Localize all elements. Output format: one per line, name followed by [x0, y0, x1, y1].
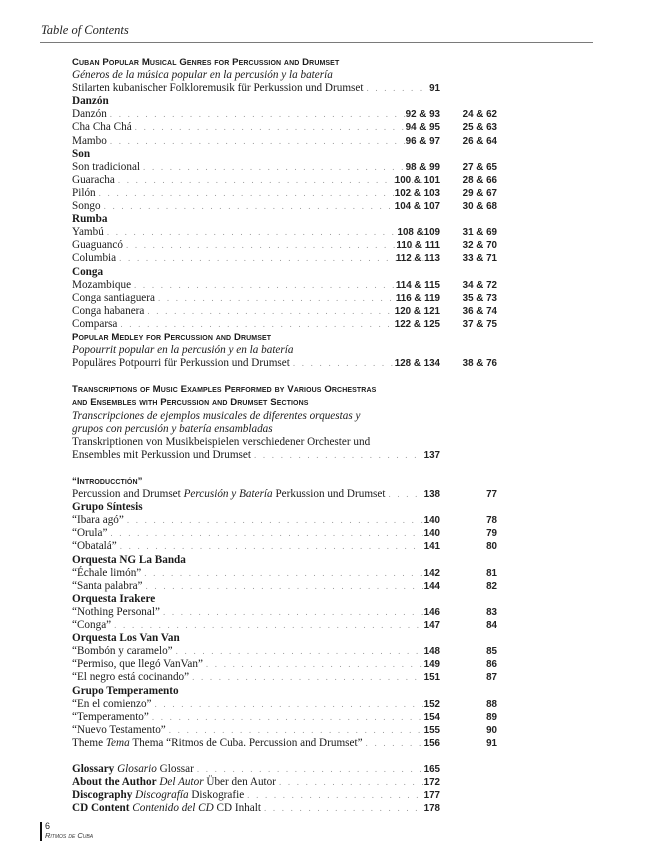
entry-label: Guaracha [72, 173, 115, 186]
toc-entry[interactable] [72, 711, 502, 724]
toc-entry[interactable] [72, 82, 502, 95]
leader-dots [169, 724, 423, 737]
page-numbers: 116 & 119 [395, 292, 440, 304]
page-number: 141 [423, 541, 440, 553]
page-number: 156 [423, 737, 440, 749]
leader-dots [110, 108, 440, 121]
leader-dots [366, 82, 428, 95]
page-numbers: 122 & 125 [394, 318, 440, 330]
page-number: 140 [423, 528, 440, 540]
entry-label: Comparsa [72, 317, 118, 330]
cd-track: 77 [486, 489, 497, 501]
cd-track: 79 [486, 528, 497, 540]
leader-dots [155, 698, 423, 711]
entry-label: “En el comienzo” [72, 697, 152, 710]
section-title: Transcriptions of Music Examples Performed by Various Orchestras [72, 384, 377, 396]
toc-entry[interactable] [72, 671, 502, 684]
band-heading: Orquesta Irakere [72, 592, 156, 605]
cd-track: 85 [486, 646, 497, 658]
cd-track: 81 [486, 567, 497, 579]
toc-entry[interactable] [72, 527, 502, 540]
leader-dots [197, 763, 423, 776]
toc-entry[interactable] [72, 357, 502, 370]
entry-label: “Ibara agó” [72, 514, 124, 527]
toc-entry[interactable] [72, 226, 502, 239]
page-number: 91 [429, 83, 440, 95]
leader-dots [99, 187, 440, 200]
toc-entry[interactable] [72, 292, 502, 305]
spacer [72, 370, 502, 383]
entry-label-de: Perkussion und Drumset [275, 488, 386, 501]
footer-book-title: Ritmos de Cuba [45, 831, 94, 840]
footer-rule [40, 822, 42, 841]
page-numbers: 112 & 113 [395, 253, 440, 265]
toc-entry[interactable] [72, 580, 502, 593]
page-number: 137 [423, 449, 440, 461]
group-heading: Son [72, 147, 91, 160]
cd-track: 89 [486, 711, 497, 723]
toc-entry[interactable] [72, 658, 502, 671]
cd-tracks: 35 & 73 [462, 292, 497, 304]
entry-label: Guaguancó [72, 239, 123, 252]
page-numbers: 92 & 93 [405, 109, 440, 121]
entry-label: “Bombón y caramelo” [72, 645, 173, 658]
cd-track: 84 [486, 620, 497, 632]
toc-entry[interactable] [72, 161, 502, 174]
toc-entry[interactable] [72, 540, 502, 553]
page-number: 148 [423, 646, 440, 658]
cd-tracks: 38 & 76 [462, 358, 497, 370]
cd-track: 82 [486, 580, 497, 592]
entry-label-en: CD Content [72, 802, 130, 815]
cd-track: 88 [486, 698, 497, 710]
entry-label: Columbia [72, 252, 117, 265]
toc-entry[interactable] [72, 174, 502, 187]
group-heading: Danzón [72, 95, 109, 108]
cd-tracks: 25 & 63 [462, 122, 497, 134]
page-number: 155 [423, 724, 440, 736]
toc-entry[interactable] [72, 488, 502, 501]
cd-track: 80 [486, 541, 497, 553]
band-heading: Orquesta NG La Banda [72, 553, 186, 566]
group-heading: Conga [72, 265, 104, 278]
toc-entry[interactable] [72, 567, 502, 580]
leader-dots [279, 776, 423, 789]
leader-dots [134, 279, 440, 292]
section-title-de: Transkriptionen von Musikbeispielen verschiedener Orchester und [72, 435, 371, 448]
band-heading: Grupo Temperamento [72, 684, 179, 697]
group-heading: Rumba [72, 213, 108, 226]
entry-label: “Permiso, que llegó VanVan” [72, 658, 203, 671]
cd-tracks: 36 & 74 [462, 305, 497, 317]
page-numbers: 120 & 121 [394, 305, 440, 317]
entry-title: “Ritmos de Cuba. Percussion and Drumset” [166, 736, 363, 749]
leader-dots [120, 540, 423, 553]
page-number: 177 [423, 790, 440, 802]
page-number: 154 [423, 711, 440, 723]
cd-tracks: 34 & 72 [462, 279, 497, 291]
spacer [72, 462, 502, 475]
leader-dots [110, 527, 422, 540]
cd-tracks: 24 & 62 [462, 109, 497, 121]
leader-dots [152, 711, 423, 724]
toc-entry[interactable] [72, 305, 502, 318]
leader-dots [107, 226, 440, 239]
leader-dots [114, 619, 423, 632]
page-numbers: 110 & 111 [396, 240, 440, 252]
leader-dots [126, 239, 440, 252]
page-numbers: 94 & 95 [405, 122, 440, 134]
cd-tracks: 33 & 71 [462, 253, 497, 265]
entry-label-de: Glossar [159, 763, 194, 776]
band-heading: Grupo Síntesis [72, 501, 143, 514]
cd-track: 87 [486, 672, 497, 684]
cd-tracks: 26 & 64 [462, 135, 497, 147]
leader-dots [143, 161, 440, 174]
section-title-es: grupos con percusión y batería ensambladas [72, 422, 273, 435]
toc-entry-about-author[interactable] [72, 776, 502, 789]
page-number: 138 [423, 489, 440, 501]
entry-label-de: CD Inhalt [216, 802, 261, 815]
entry-label: “Temperamento” [72, 710, 149, 723]
entry-label-de: Diskografie [191, 789, 245, 802]
section-title-de: Stilarten kubanischer Folkloremusik für Perkussion und Drumset [72, 82, 364, 95]
entry-label: Conga santiaguera [72, 291, 155, 304]
page-number: 178 [423, 803, 440, 815]
toc-entry-discography[interactable] [72, 789, 502, 802]
entry-label: Conga habanera [72, 304, 145, 317]
toc-entry[interactable] [72, 724, 502, 737]
leader-dots [144, 567, 422, 580]
entry-label-es: Del Autor [159, 776, 204, 789]
leader-dots [264, 802, 423, 815]
section-title: Popular Medley for Percussion and Drumset [72, 331, 272, 343]
toc-entry[interactable] [72, 108, 502, 121]
toc-entry[interactable] [72, 645, 502, 658]
toc-entry-cd-content[interactable] [72, 802, 502, 815]
page-number: 146 [423, 606, 440, 618]
entry-label: “El negro está cocinando” [72, 671, 190, 684]
entry-label: Son tradicional [72, 160, 141, 173]
entry-label-es: Discografía [135, 789, 189, 802]
band-heading: Orquesta Los Van Van [72, 632, 180, 645]
entry-label-en: Percussion and Drumset [72, 488, 181, 501]
page-numbers: 104 & 107 [394, 201, 440, 213]
leader-dots [146, 580, 423, 593]
cd-track: 83 [486, 606, 497, 618]
page-number: 144 [423, 580, 440, 592]
leader-dots [206, 658, 423, 671]
page-numbers: 98 & 99 [405, 161, 440, 173]
section-title-es: Popourrit popular en la percusión y en la batería [72, 344, 294, 357]
leader-dots [119, 252, 440, 265]
leader-dots [135, 121, 440, 134]
leader-dots [176, 645, 423, 658]
page-number: 172 [423, 777, 440, 789]
page-numbers: 100 & 101 [394, 174, 440, 186]
page-numbers: 114 & 115 [395, 279, 440, 291]
folio-page-number: 6 [45, 821, 51, 831]
entry-label: “Conga” [72, 619, 112, 632]
entry-label-de: Thema [132, 736, 164, 749]
toc-entry-glossary[interactable] [72, 763, 502, 776]
toc-entry[interactable] [72, 121, 502, 134]
entry-label: Mambo [72, 134, 107, 147]
cd-tracks: 29 & 67 [462, 187, 497, 199]
leader-dots [388, 488, 422, 501]
section-title: Cuban Popular Musical Genres for Percussion and Drumset [72, 57, 340, 68]
cd-tracks: 32 & 70 [462, 240, 497, 252]
entry-label: “Orula” [72, 527, 108, 540]
leader-dots [192, 671, 423, 684]
entry-label-en: Theme [72, 736, 104, 749]
page-number: 151 [423, 672, 440, 684]
cd-track: 91 [486, 737, 497, 749]
cd-tracks: 37 & 75 [462, 318, 497, 330]
page-numbers: 96 & 97 [405, 135, 440, 147]
section-title-es: Géneros de la música popular en la percusión y la batería [72, 69, 333, 82]
toc-entry[interactable] [72, 449, 502, 462]
leader-dots [104, 200, 440, 213]
cd-tracks: 28 & 66 [462, 174, 497, 186]
page-number: 149 [423, 659, 440, 671]
cd-tracks: 27 & 65 [462, 161, 497, 173]
page-numbers: 128 & 134 [394, 358, 440, 370]
cd-tracks: 31 & 69 [462, 227, 497, 239]
page-numbers: 102 & 103 [394, 187, 440, 199]
section-title-es: Transcripciones de ejemplos musicales de diferentes orquestas y [72, 409, 361, 422]
entry-label-en: About the Author [72, 776, 157, 789]
section-title-de: Ensembles mit Perkussion und Drumset [72, 448, 251, 461]
entry-label: Mozambique [72, 278, 132, 291]
toc-entry[interactable] [72, 737, 502, 750]
entry-label: Yambú [72, 226, 104, 239]
leader-dots [254, 449, 423, 462]
cd-track: 86 [486, 659, 497, 671]
page-number: 165 [423, 764, 440, 776]
leader-dots [163, 606, 423, 619]
toc-entry[interactable] [72, 619, 502, 632]
page-number: 140 [423, 515, 440, 527]
section-title-de: Populäres Potpourri für Perkussion und Drumset [72, 357, 290, 370]
running-head: Table of Contents [41, 23, 129, 37]
toc-entry[interactable] [72, 318, 502, 331]
entry-label-es: Contenido del CD [132, 802, 214, 815]
toc-entry[interactable] [72, 187, 502, 200]
leader-dots [120, 318, 440, 331]
entry-label: Pilón [72, 186, 96, 199]
toc-entry[interactable] [72, 279, 502, 292]
page-numbers: 108 &109 [397, 227, 440, 239]
intro-heading: “Introducctión” [72, 476, 143, 487]
entry-label: “Obatalá” [72, 540, 117, 553]
cd-track: 90 [486, 724, 497, 736]
entry-label: Cha Cha Chá [72, 121, 132, 134]
leader-dots [247, 789, 422, 802]
entry-label-es: Percusión y Batería [183, 488, 273, 501]
toc-entry[interactable] [72, 252, 502, 265]
toc-entry[interactable] [72, 200, 502, 213]
toc-entry[interactable] [72, 135, 502, 148]
entry-label: “Échale limón” [72, 566, 142, 579]
entry-label: Songo [72, 200, 101, 213]
leader-dots [366, 737, 423, 750]
toc-entry[interactable] [72, 514, 502, 527]
spacer [72, 750, 502, 763]
section-title: and Ensembles with Percussion and Drumset Sections [72, 397, 309, 409]
entry-label-en: Glossary [72, 763, 115, 776]
entry-label: “Nuevo Testamento” [72, 723, 166, 736]
entry-label: “Santa palabra” [72, 579, 143, 592]
leader-dots [127, 514, 423, 527]
entry-label: “Nothing Personal” [72, 605, 160, 618]
page-number: 147 [423, 620, 440, 632]
entry-label-es: Glosario [117, 763, 157, 776]
page-number: 142 [423, 567, 440, 579]
entry-label-de: Über den Autor [206, 776, 276, 789]
cd-tracks: 30 & 68 [462, 201, 497, 213]
toc-entry[interactable] [72, 239, 502, 252]
entry-label: Danzón [72, 108, 107, 121]
leader-dots [118, 174, 440, 187]
entry-label-es: Tema [105, 736, 130, 749]
entry-label-en: Discography [72, 789, 133, 802]
header-rule [40, 42, 593, 43]
toc-entry[interactable] [72, 698, 502, 711]
toc-entry[interactable] [72, 606, 502, 619]
cd-track: 78 [486, 515, 497, 527]
page-number: 152 [423, 698, 440, 710]
leader-dots [110, 135, 440, 148]
table-of-contents [72, 56, 502, 815]
